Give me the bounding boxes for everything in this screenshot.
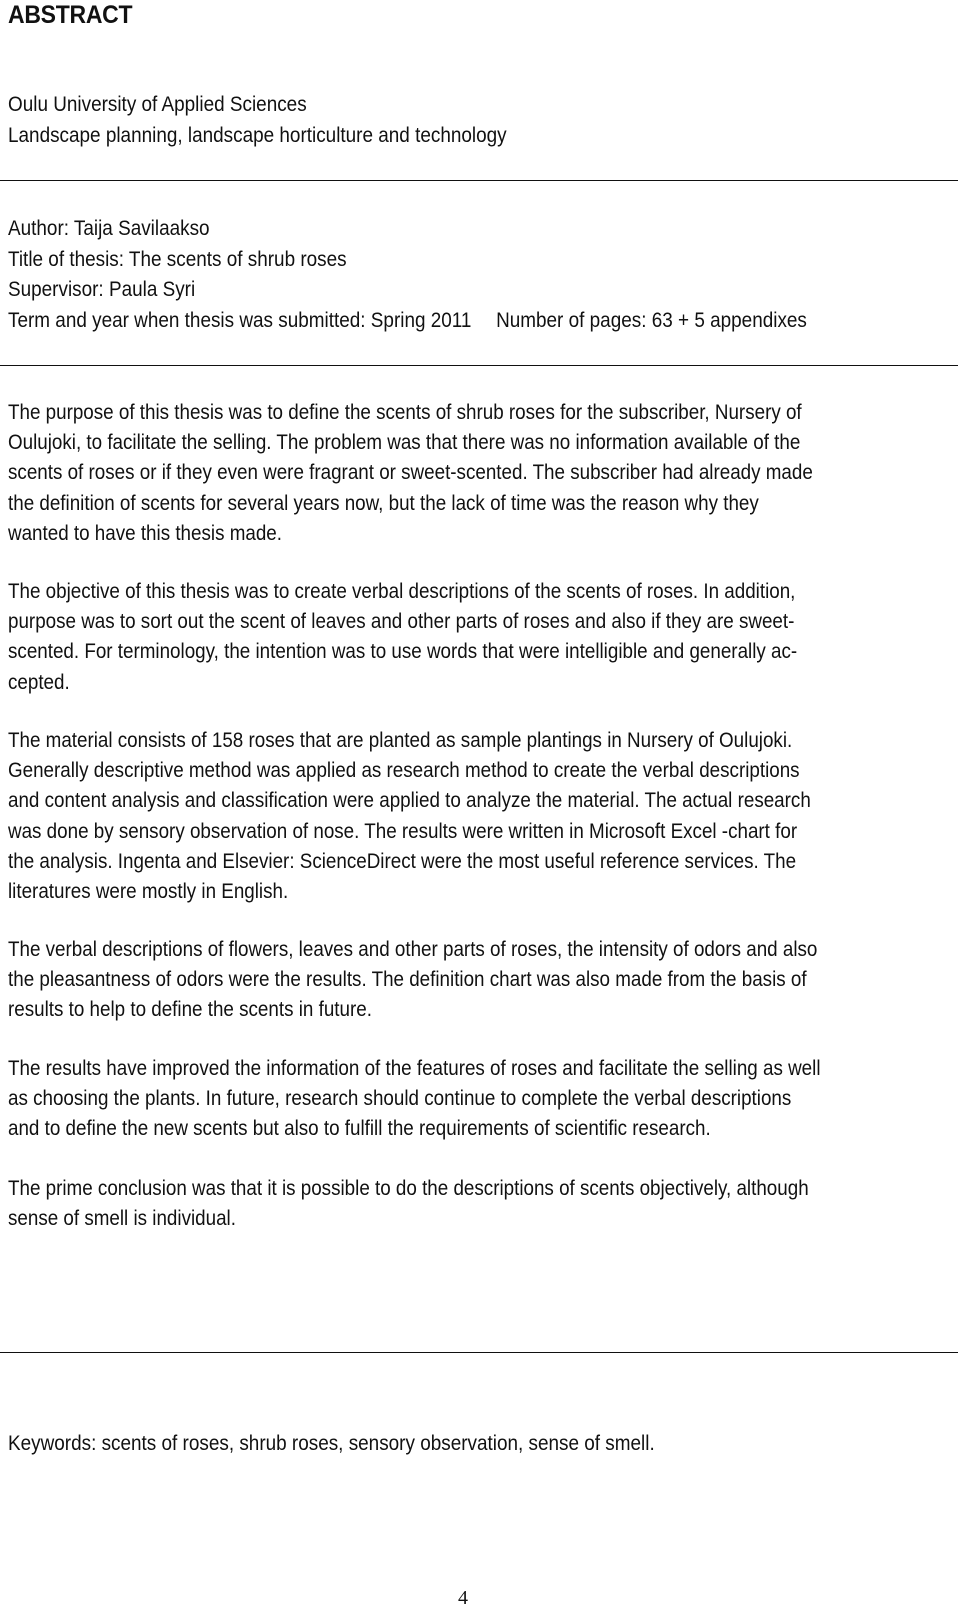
text-line: was done by sensory observation of nose. The results were written in Microsoft Excel -chart for	[8, 818, 798, 843]
text-line: as choosing the plants. In future, research should continue to complete the verbal descriptions	[8, 1086, 792, 1111]
text-line: The prime conclusion was that it is possible to do the descriptions of scents objectively, although	[8, 1176, 809, 1200]
institution-block	[8, 89, 923, 150]
page-heading: ABSTRACT	[8, 1, 133, 29]
text-line: purpose was to sort out the scent of leaves and other parts of roses and also if they are sweet-	[8, 609, 795, 634]
text-line: Oulujoki, to facilitate the selling. The problem was that there was no information available of the	[8, 430, 801, 455]
text-line: scents of roses or if they even were fragrant or sweet-scented. The subscriber had already made	[8, 460, 813, 485]
text-line: The results have improved the information of the features of roses and facilitate the selling as well	[8, 1056, 821, 1080]
text-line: The objective of this thesis was to create verbal descriptions of the scents of roses. In addition,	[8, 579, 796, 603]
text-line: results to help to define the scents in future.	[8, 997, 372, 1022]
degree-programme: Landscape planning, landscape horticulture and technology	[8, 122, 507, 147]
paragraph-conclusion	[8, 1173, 937, 1233]
text-line: The material consists of 158 roses that are planted as sample plantings in Nursery of Oulujoki.	[8, 728, 793, 752]
paragraph-results	[8, 934, 937, 1025]
text-line: Generally descriptive method was applied as research method to create the verbal descriptions	[8, 758, 800, 783]
text-line: wanted to have this thesis made.	[8, 520, 282, 545]
pages-line: Number of pages: 63 + 5 appendixes	[496, 307, 807, 332]
term-pages-row	[8, 305, 923, 336]
text-line: sense of smell is individual.	[8, 1206, 236, 1231]
text-line: and content analysis and classification were applied to analyze the material. The actual research	[8, 788, 811, 813]
author-line: Author: Taija Savilaakso	[8, 216, 210, 240]
text-line: The verbal descriptions of flowers, leaves and other parts of roses, the intensity of odors and also	[8, 937, 818, 961]
text-line: scented. For terminology, the intention was to use words that were intelligible and generally ac-	[8, 639, 798, 664]
text-line: the analysis. Ingenta and Elsevier: ScienceDirect were the most useful reference services. The	[8, 848, 797, 873]
thesis-meta-block	[8, 213, 923, 335]
divider-bottom	[0, 1352, 958, 1353]
text-line: The purpose of this thesis was to define the scents of shrub roses for the subscriber, Nursery of	[8, 400, 802, 424]
paragraph-material	[8, 725, 937, 906]
paragraph-objective	[8, 576, 937, 697]
supervisor-line: Supervisor: Paula Syri	[8, 277, 196, 301]
term-line: Term and year when thesis was submitted: Spring 2011	[8, 307, 472, 332]
text-line: the definition of scents for several years now, but the lack of time was the reason why they	[8, 490, 759, 515]
text-line: literatures were mostly in English.	[8, 879, 289, 904]
paragraph-purpose	[8, 397, 937, 548]
divider-middle	[0, 365, 958, 366]
paragraph-improvements	[8, 1053, 937, 1144]
text-line: the pleasantness of odors were the results. The definition chart was also made from the basis of	[8, 967, 807, 992]
divider-top	[0, 180, 958, 181]
page-number: 4	[458, 1587, 468, 1609]
institution-name: Oulu University of Applied Sciences	[8, 92, 307, 116]
text-line: cepted.	[8, 669, 70, 694]
title-line: Title of thesis: The scents of shrub roses	[8, 246, 347, 271]
text-line: and to define the new scents but also to fulfill the requirements of scientific research.	[8, 1116, 711, 1141]
keywords-line: Keywords: scents of roses, shrub roses, sensory observation, sense of smell.	[8, 1431, 655, 1455]
